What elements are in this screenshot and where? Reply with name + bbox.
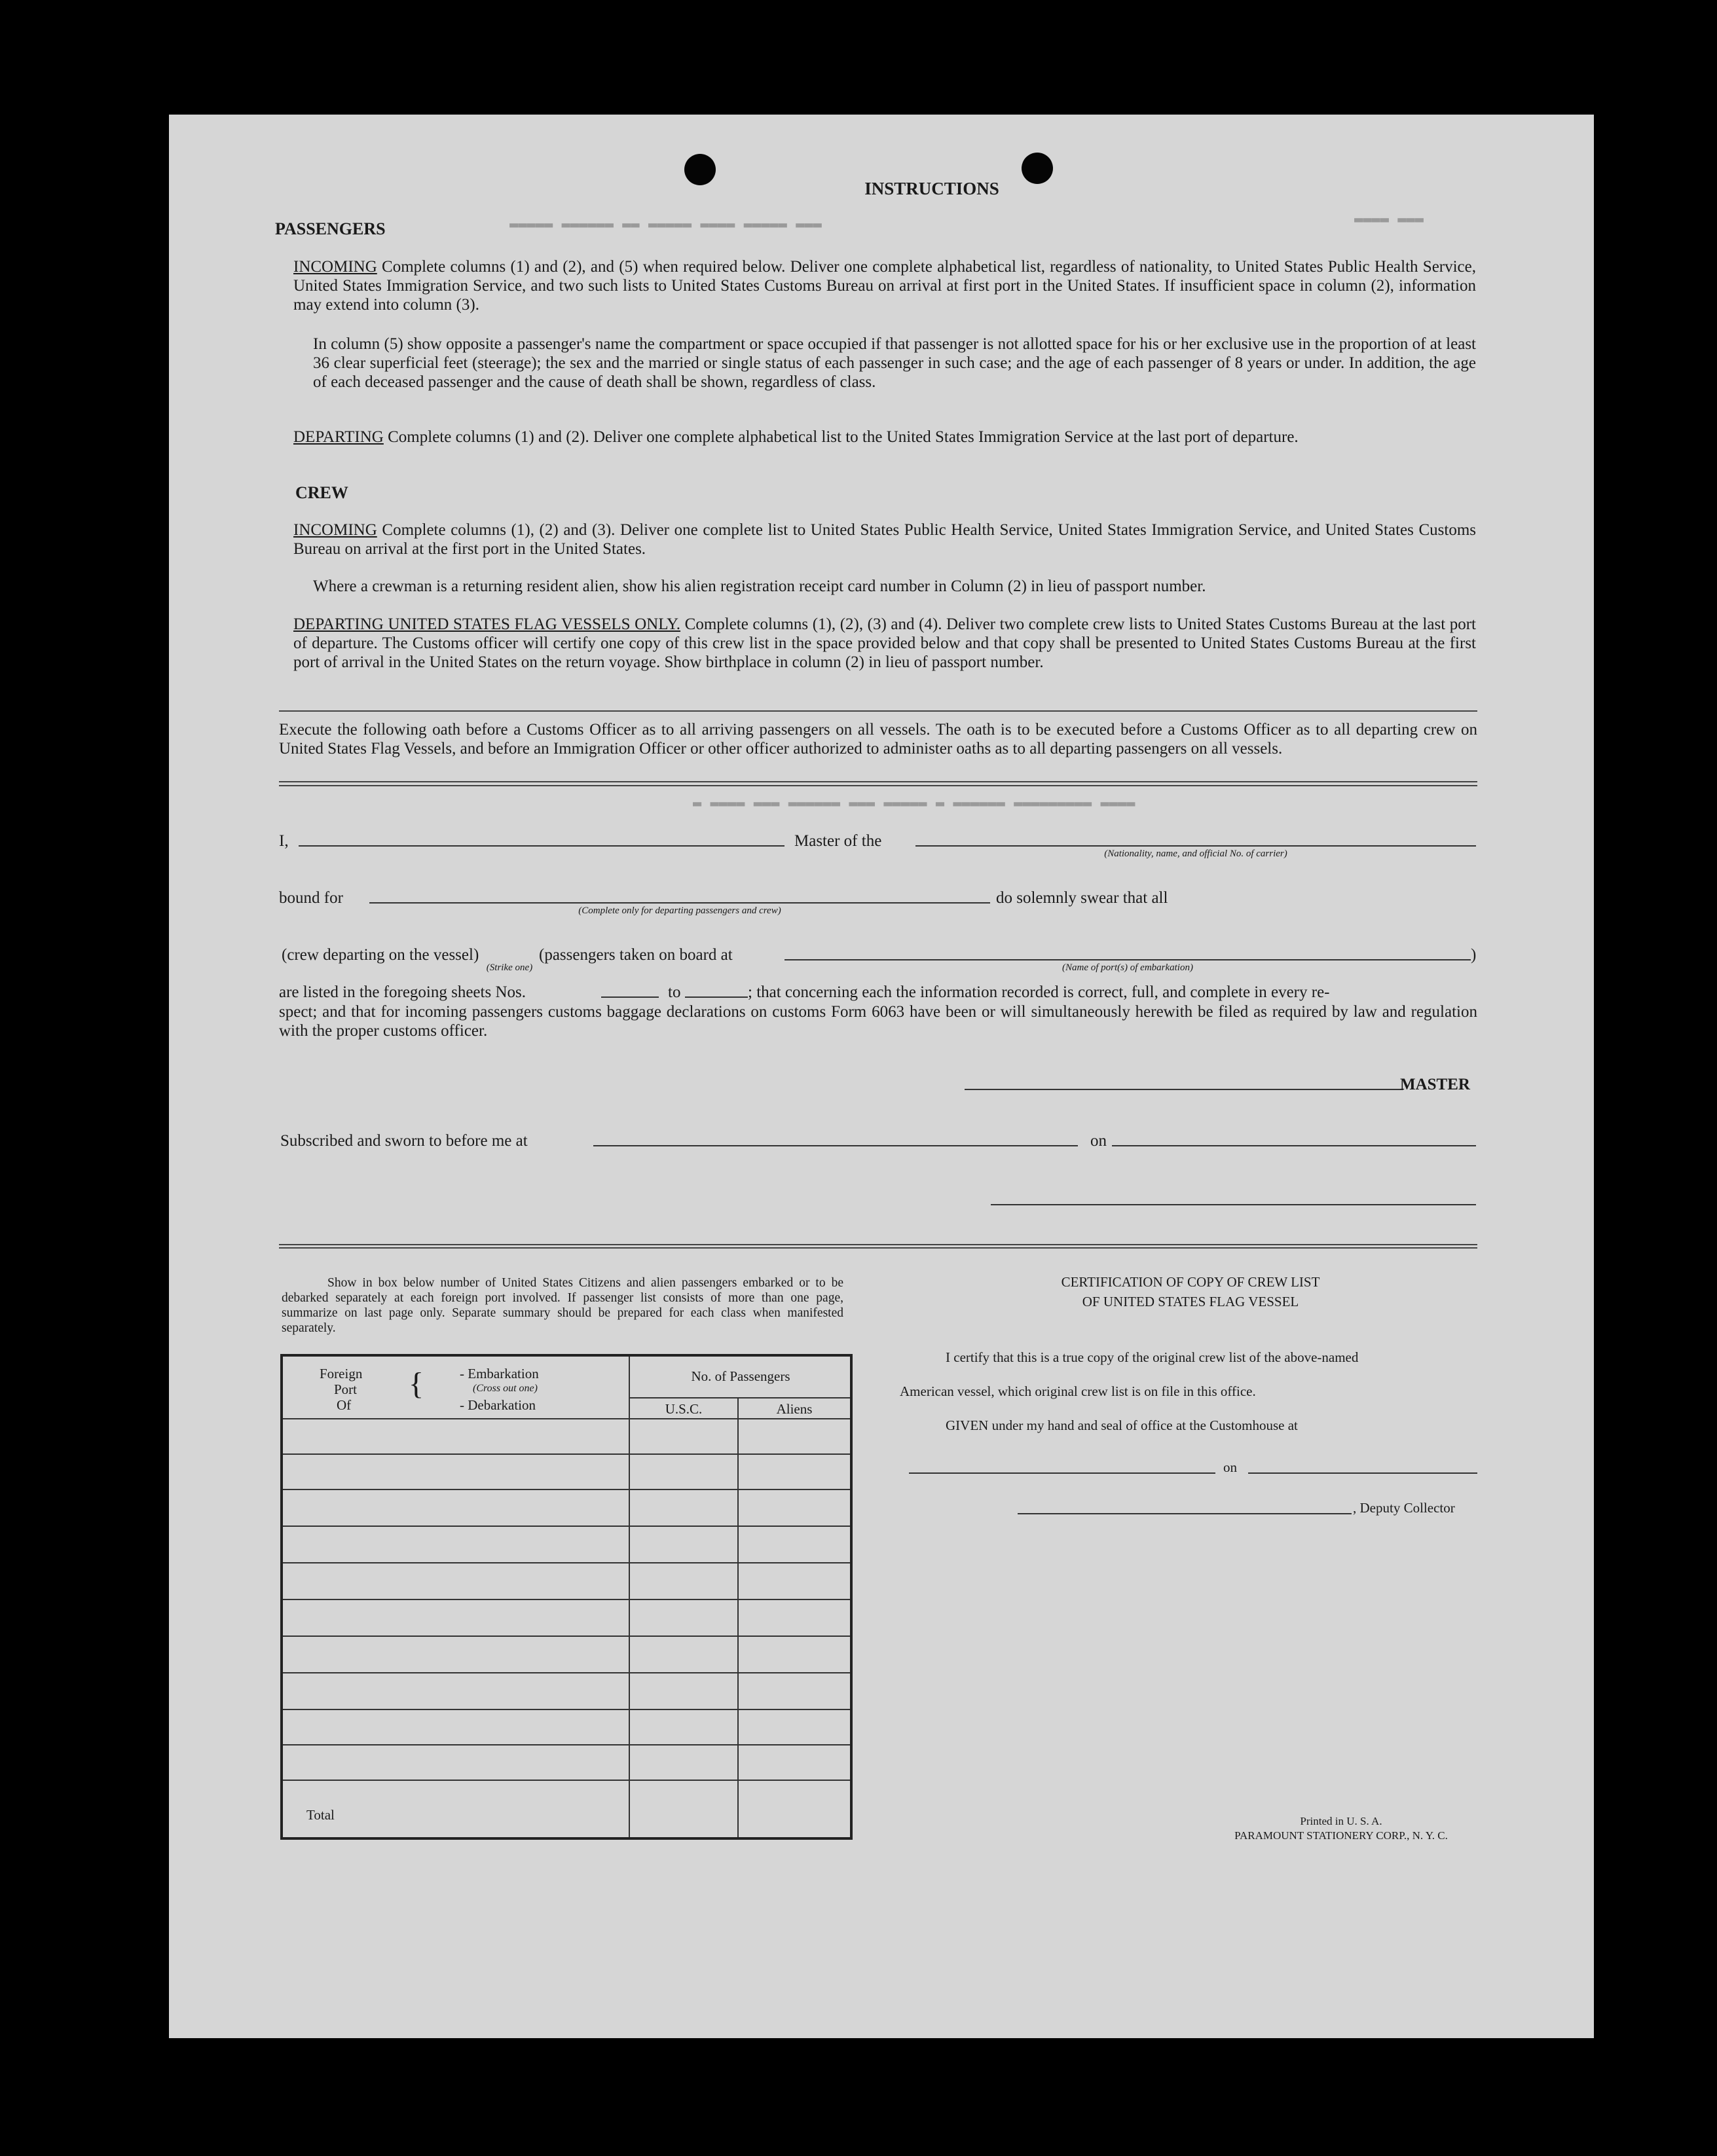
table-row (283, 1562, 850, 1563)
officer-signature-field[interactable] (991, 1204, 1476, 1205)
crew-heading: CREW (295, 483, 348, 502)
passengers-departing-label: DEPARTING (293, 428, 384, 446)
bound-for-field[interactable] (369, 902, 990, 904)
certify-line1: I certify that this is a true copy of the original crew list of the above-named (946, 1349, 1359, 1365)
port-label: Port (334, 1381, 358, 1397)
subscribed-label: Subscribed and sworn to before me at (280, 1132, 528, 1150)
passenger-summary-table (280, 1354, 853, 1840)
deputy-collector-label: , Deputy Collector (1353, 1500, 1455, 1516)
crew-departing-label: DEPARTING UNITED STATES FLAG VESSELS ONLY. (293, 615, 681, 633)
master-label: MASTER (1400, 1076, 1470, 1093)
carrier-caption: (Nationality, name, and official No. of carrier) (1104, 849, 1287, 859)
passengers-taken-option: (passengers taken on board at (539, 946, 733, 964)
passengers-incoming-label: INCOMING (293, 258, 377, 276)
crew-incoming-label: INCOMING (293, 521, 377, 539)
section-divider (279, 785, 1477, 786)
table-row (283, 1635, 850, 1637)
aliens-header: Aliens (776, 1401, 813, 1417)
strike-one-caption: (Strike one) (486, 962, 533, 973)
crew-departing-text: Complete columns (1), (2), (3) and (4). Deliver two complete crew lists to United States Customs Bureau at the last port of departure. The Customs officer will certify one copy of this crew list in the space provided below and that copy shall be presented to United States Customs Bureau at the first port of arrival in the United States on the return voyage. Show birthplace in column (2) in lieu of passport number. (293, 615, 1476, 671)
sheet-from-field[interactable] (601, 996, 659, 998)
statement-continued: spect; and that for incoming passengers customs baggage declarations on customs Form 6063 have been or will simultaneously herewith be filed as required by law and regulation with the proper customs officer. (279, 1003, 1477, 1040)
statement-text: ; that concerning each the information recorded is correct, full, and complete in every re- (748, 983, 1330, 1001)
table-row (283, 1709, 850, 1710)
passengers-departing-text: Complete columns (1) and (2). Deliver one complete alphabetical list to the United States Immigration Service at the last port of departure. (383, 428, 1299, 446)
to-label: to (668, 983, 681, 1001)
section-divider (279, 1247, 1477, 1249)
passengers-column5-paragraph: In column (5) show opposite a passenger's name the compartment or space occupied if that passenger is not allotted space for his or her exclusive use in the proportion of at least 36 clear superficial feet (steerage); the sex and the married or single status of each passenger in such case; and the age of each passenger of 8 years or under. In addition, the age of each deceased passenger and the cause of death shall be shown, regardless of class. (313, 335, 1476, 391)
certify-line2: American vessel, which original crew list is on file in this office. (900, 1383, 1256, 1399)
subscribed-date-field[interactable] (1112, 1145, 1476, 1146)
oath-i-label: I, (279, 832, 289, 850)
certification-title (909, 1272, 1472, 1311)
passengers-departing-paragraph (293, 428, 1476, 447)
column-divider (629, 1357, 630, 1837)
bleed-through-mark: ▬ ▬▬▬▬ ▬▬▬ ▬▬▬▬▬▬ ▬▬▬ ▬▬▬▬▬ ▬ ▬▬▬▬▬▬ ▬▬▬▬▬▬▬▬▬ ▬▬▬▬ (693, 795, 1135, 812)
printer-line1: Printed in U. S. A. (1300, 1815, 1382, 1827)
crew-resident-paragraph: Where a crewman is a returning resident alien, show his alien registration receipt card number in Column (2) in lieu of passport number. (313, 577, 1206, 595)
master-signature-field[interactable] (965, 1089, 1403, 1090)
sheet-to-field[interactable] (685, 996, 748, 998)
passengers-heading: PASSENGERS (275, 219, 386, 238)
table-row (283, 1526, 850, 1527)
bound-for-label: bound for (279, 889, 343, 907)
bound-for-caption: (Complete only for departing passengers and crew) (578, 905, 781, 916)
punch-hole (684, 154, 716, 185)
crew-departing-paragraph (293, 615, 1476, 672)
customhouse-field[interactable] (909, 1472, 1215, 1474)
instructions-title: INSTRUCTIONS (864, 179, 999, 198)
close-paren: ) (1471, 946, 1477, 964)
table-row (283, 1599, 850, 1600)
printer-credit (1210, 1814, 1472, 1843)
crew-incoming-paragraph (293, 521, 1476, 558)
port-caption: (Name of port(s) of embarkation) (1062, 962, 1193, 973)
total-label: Total (306, 1807, 335, 1823)
subscribed-on-label: on (1090, 1132, 1107, 1150)
subscribed-place-field[interactable] (593, 1145, 1078, 1146)
master-name-field[interactable] (299, 845, 785, 847)
crew-departing-option: (crew departing on the vessel) (282, 946, 479, 964)
certification-title-line2: OF UNITED STATES FLAG VESSEL (1082, 1294, 1299, 1309)
embarkation-label: - Embarkation (460, 1366, 539, 1381)
foreign-label: Foreign (320, 1366, 363, 1381)
certification-date-field[interactable] (1248, 1472, 1477, 1474)
certification-on-label: on (1223, 1459, 1237, 1475)
crew-incoming-text: Complete columns (1), (2) and (3). Deliver one complete list to United States Public Health Service, United States Immigration Service, and United States Customs Bureau on arrival at the first port in the United States. (293, 521, 1476, 558)
usc-header: U.S.C. (665, 1401, 703, 1417)
section-divider (279, 1244, 1477, 1245)
cross-out-label: (Cross out one) (473, 1383, 538, 1394)
master-of-the-label: Master of the (794, 832, 882, 850)
brace-icon: { (409, 1366, 424, 1401)
printer-line2: PARAMOUNT STATIONERY CORP., N. Y. C. (1234, 1829, 1448, 1842)
table-row (283, 1780, 850, 1781)
section-divider (279, 781, 1477, 782)
bleed-through-mark: ▬▬▬▬ ▬▬▬ (1354, 211, 1424, 228)
bleed-through-mark: ▬▬▬ ▬▬▬▬▬ ▬▬▬▬ ▬▬▬▬▬ ▬▬ ▬▬▬▬▬▬ ▬▬▬▬▬ (509, 217, 822, 233)
no-passengers-header: No. of Passengers (691, 1368, 790, 1384)
deputy-signature-field[interactable] (1018, 1513, 1352, 1514)
table-header (283, 1357, 850, 1419)
form-page (169, 115, 1594, 2038)
embarkation-port-field[interactable] (785, 959, 1471, 960)
table-row (283, 1453, 850, 1455)
oath-instruction-paragraph: Execute the following oath before a Customs Officer as to all arriving passengers on all vessels. The oath is to be executed before a Customs Officer as to all departing crew on United States Flag Vessels, and before an Immigration Officer or other officer authorized to administer oaths as to all departing passengers on all vessels. (279, 721, 1477, 758)
listed-sheets-label: are listed in the foregoing sheets Nos. (279, 983, 526, 1001)
summary-instructions: Show in box below number of United States Citizens and alien passengers embarked or to be debarked separately at each foreign port involved. If passenger list consists of more than one page, summarize on last page only. Separate summary should be prepared for each class when manifested separately. (282, 1276, 843, 1335)
carrier-field[interactable] (915, 845, 1476, 847)
passengers-incoming-paragraph (293, 257, 1476, 314)
passengers-incoming-text: Complete columns (1) and (2), and (5) when required below. Deliver one complete alphabetical list, regardless of nationality, to United States Public Health Service, United States Immigration Service, and two such lists to United States Customs Bureau on arrival at first port in the United States. If insufficient space in column (2), information may extend into column (3). (293, 258, 1476, 314)
given-line: GIVEN under my hand and seal of office at the Customhouse at (946, 1417, 1298, 1433)
table-row (283, 1744, 850, 1745)
header-subdivider (629, 1397, 850, 1398)
certification-title-line1: CERTIFICATION OF COPY OF CREW LIST (1061, 1274, 1320, 1290)
debarkation-label: - Debarkation (460, 1397, 536, 1413)
section-divider (279, 710, 1477, 712)
table-row (283, 1489, 850, 1490)
of-label: Of (337, 1397, 352, 1413)
column-divider (737, 1397, 739, 1837)
table-row (283, 1672, 850, 1673)
solemnly-swear-label: do solemnly swear that all (996, 889, 1168, 907)
